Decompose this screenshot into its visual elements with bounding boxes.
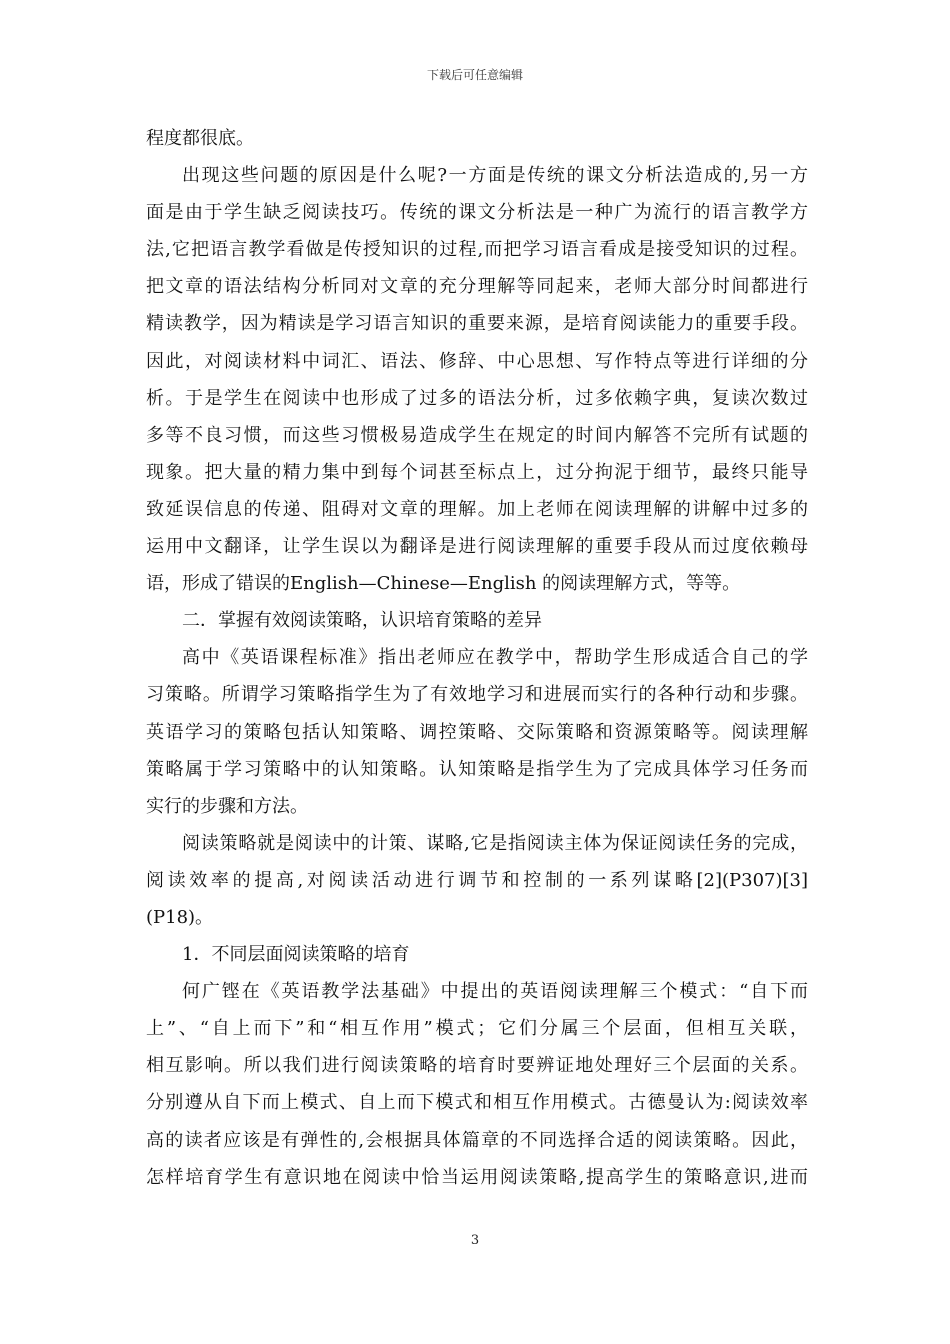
text-line: 阅读效率的提高,对阅读活动进行调节和控制的一系列谋略[2](P307)[3] xyxy=(146,869,808,891)
text-line: 上”、“自上而下”和“相互作用”模式；它们分属三个层面，但相互关联， xyxy=(146,1018,808,1040)
subsection-heading: 1．不同层面阅读策略的培育 xyxy=(182,944,410,966)
text-line: (P18)。 xyxy=(146,906,214,928)
page-number: 3 xyxy=(470,1233,480,1248)
text-line: 相互影响。所以我们进行阅读策略的培育时要辨证地处理好三个层面的关系。 xyxy=(146,1055,808,1077)
text-line: 因此，对阅读材料中词汇、语法、修辞、中心思想、写作特点等进行详细的分 xyxy=(146,350,808,372)
text-line: 英语学习的策略包括认知策略、调控策略、交际策略和资源策略等。阅读理解 xyxy=(146,721,808,743)
text-line: 策略属于学习策略中的认知策略。认知策略是指学生为了完成具体学习任务而 xyxy=(146,758,808,780)
text-line: 何广铿在《英语教学法基础》中提出的英语阅读理解三个模式：“自下而 xyxy=(182,981,808,1003)
document-body xyxy=(146,120,808,1196)
text-line: 析。于是学生在阅读中也形成了过多的语法分析，过多依赖字典，复读次数过 xyxy=(146,387,808,409)
text-line: 分别遵从自下而上模式、自上而下模式和相互作用模式。古德曼认为:阅读效率 xyxy=(146,1092,808,1114)
text-line: 高中《英语课程标准》指出老师应在教学中，帮助学生形成适合自己的学 xyxy=(182,647,808,669)
text-line: 精读教学，因为精读是学习语言知识的重要来源，是培育阅读能力的重要手段。 xyxy=(146,313,808,335)
text-line: 怎样培育学生有意识地在阅读中恰当运用阅读策略,提高学生的策略意识,进而 xyxy=(146,1166,808,1188)
text-line: 多等不良习惯，而这些习惯极易造成学生在规定的时间内解答不完所有试题的 xyxy=(146,424,808,446)
text-line: 高的读者应该是有弹性的,会根据具体篇章的不同选择合适的阅读策略。因此， xyxy=(146,1129,808,1151)
text-line: 法,它把语言教学看做是传授知识的过程,而把学习语言看成是接受知识的过程。 xyxy=(146,239,808,261)
text-line: 阅读策略就是阅读中的计策、谋略,它是指阅读主体为保证阅读任务的完成， xyxy=(182,832,808,854)
text-line: 面是由于学生缺乏阅读技巧。传统的课文分析法是一种广为流行的语言教学方 xyxy=(146,202,808,224)
page-header: 下载后可任意编辑 xyxy=(426,68,523,82)
text-line: 出现这些问题的原因是什么呢?一方面是传统的课文分析法造成的,另一方 xyxy=(182,165,808,187)
text-line: 习策略。所谓学习策略指学生为了有效地学习和进展而实行的各种行动和步骤。 xyxy=(146,684,808,706)
text-line: 运用中文翻译，让学生误以为翻译是进行阅读理解的重要手段从而过度依赖母 xyxy=(146,536,808,558)
text-line: 现象。把大量的精力集中到每个词甚至标点上，过分拘泥于细节，最终只能导 xyxy=(146,461,808,483)
section-heading: 二．掌握有效阅读策略，认识培育策略的差异 xyxy=(182,610,542,632)
text-line: 实行的步骤和方法。 xyxy=(146,795,308,817)
text-line: 致延误信息的传递、阻碍对文章的理解。加上老师在阅读理解的讲解中过多的 xyxy=(146,498,808,520)
text-line: 程度都很底。 xyxy=(146,128,254,149)
text-line: 语，形成了错误的English—Chinese—English 的阅读理解方式，等等。 xyxy=(146,573,741,595)
text-line: 把文章的语法结构分析同对文章的充分理解等同起来，老师大部分时间都进行 xyxy=(146,276,808,298)
